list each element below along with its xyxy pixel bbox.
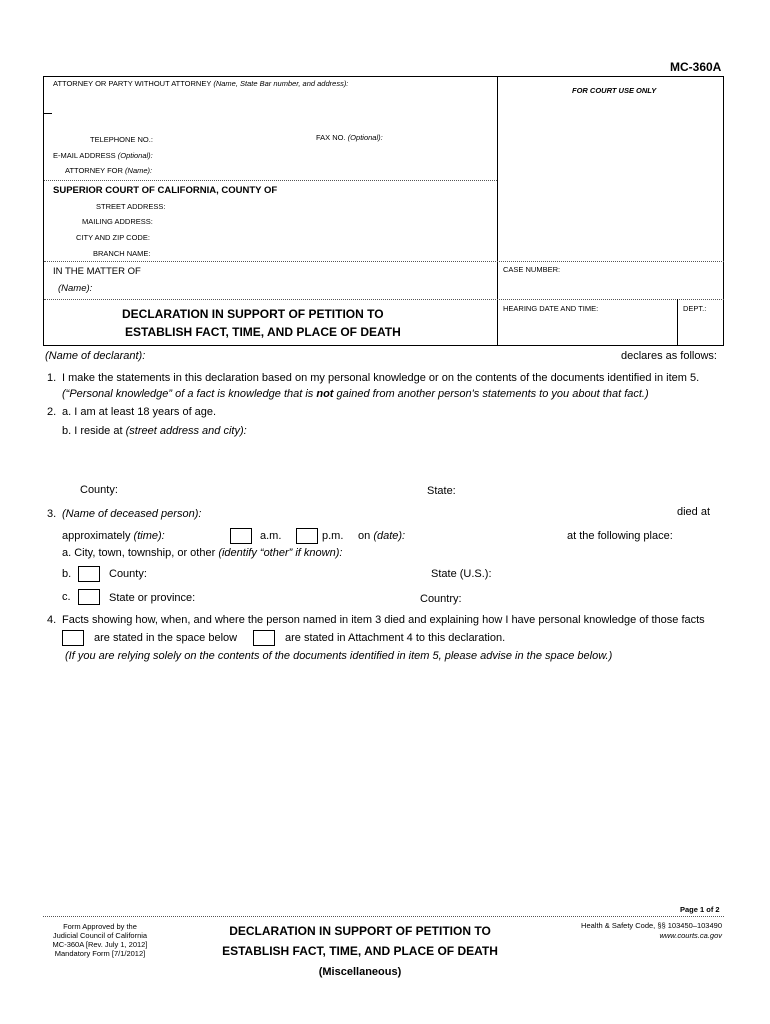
mailing-address-label: MAILING ADDRESS: (82, 217, 153, 226)
case-number-field[interactable] (503, 276, 718, 294)
county-field[interactable] (295, 183, 490, 197)
item1-text: I make the statements in this declaration based on my personal knowledge or on the contents of the documents identified in item 5. (62, 372, 700, 384)
pm-checkbox[interactable] (296, 528, 318, 544)
city-zip-field[interactable] (160, 230, 490, 244)
telephone-label: TELEPHONE NO.: (90, 135, 153, 144)
item4-attachment-label: are stated in Attachment 4 to this declaration. (285, 632, 506, 644)
city-zip-label: CITY AND ZIP CODE: (76, 233, 150, 242)
attorney-for-label: ATTORNEY FOR (Name): (65, 166, 153, 175)
branch-name-label: BRANCH NAME: (93, 249, 151, 258)
am-label: a.m. (260, 530, 282, 542)
pm-label: p.m. (322, 530, 344, 542)
footer-title-block (190, 922, 530, 982)
email-label: E-MAIL ADDRESS (Optional): (53, 151, 153, 160)
court-use-label: FOR COURT USE ONLY (572, 86, 657, 95)
item4-number: 4. (47, 614, 57, 626)
approval-block (35, 922, 165, 958)
street-address-field[interactable] (160, 199, 490, 213)
attorney-name-field[interactable] (53, 92, 483, 130)
form-number: MC-360A (670, 60, 722, 74)
item3b-county-label: County: (109, 568, 147, 580)
item2-county-label: County: (80, 484, 118, 496)
street-address-label: STREET ADDRESS: (96, 202, 166, 211)
approval-line4: Mandatory Form [7/1/2012] (54, 949, 146, 958)
item3c-country-field[interactable] (466, 592, 716, 606)
deceased-name-label: (Name of deceased person): (62, 508, 202, 520)
time-field[interactable] (172, 529, 224, 543)
declares-label: declares as follows: (621, 350, 717, 362)
item2b-text: b. I reside at (street address and city): (62, 425, 247, 437)
item3c-checkbox[interactable] (78, 589, 100, 605)
courts-website[interactable]: www.courts.ca.gov (659, 931, 722, 940)
dept-label: DEPT.: (683, 304, 707, 313)
item3a-label: a. City, town, township, or other (identify “other” if known): (62, 547, 343, 559)
item4-note: (If you are relying solely on the contents of the documents identified in item 5, please advise in the space below.) (65, 650, 613, 662)
footer-title-line2: ESTABLISH FACT, TIME, AND PLACE OF DEATH (222, 944, 498, 958)
item4-text: Facts showing how, when, and where the person named in item 3 died and explaining how I have personal knowledge of those facts (62, 614, 705, 626)
hearing-field[interactable] (503, 316, 673, 340)
fax-field[interactable] (390, 130, 490, 144)
item3-number: 3. (47, 508, 57, 520)
item2-state-field[interactable] (462, 484, 717, 498)
case-number-label: CASE NUMBER: (503, 265, 561, 274)
item3c-letter: c. (62, 591, 71, 603)
declarant-label: (Name of declarant): (45, 350, 146, 362)
item3b-letter: b. (62, 568, 72, 580)
item3b-checkbox[interactable] (78, 566, 100, 582)
item2a-text: a. I am at least 18 years of age. (62, 406, 217, 418)
residence-field[interactable] (80, 442, 720, 478)
facts-text-area[interactable] (62, 670, 720, 890)
matter-name-field[interactable] (100, 280, 490, 294)
matter-name-label: (Name): (58, 283, 93, 294)
statute-reference: Health & Safety Code, §§ 103450–103490 (581, 921, 722, 930)
mailing-address-field[interactable] (160, 214, 490, 228)
declarant-field[interactable] (160, 349, 610, 363)
approval-line2: Judicial Council of California (52, 931, 148, 940)
court-use-divider (497, 76, 498, 346)
item3c-province-field[interactable] (200, 591, 415, 605)
item1-number: 1. (47, 372, 57, 384)
deceased-name-field[interactable] (210, 507, 670, 521)
statute-block (540, 921, 722, 941)
item4-below-checkbox[interactable] (62, 630, 84, 646)
item4-attachment-checkbox[interactable] (253, 630, 275, 646)
approval-line1: Form Approved by the (63, 922, 137, 931)
item2-state-label: State: (427, 485, 456, 497)
on-date-label: on (date): (358, 530, 406, 542)
city-field[interactable] (360, 546, 720, 560)
item3b-state-label: State (U.S.): (431, 568, 492, 580)
footer-title-line3: (Miscellaneous) (318, 966, 402, 978)
item2-county-field[interactable] (125, 483, 415, 497)
footer-title-line1: DECLARATION IN SUPPORT OF PETITION TO (229, 924, 491, 938)
item1-note: (“Personal knowledge” of a fact is knowledge that is not gained from another person's statements to you about that fact.) (62, 388, 649, 400)
email-field[interactable] (160, 148, 490, 162)
am-checkbox[interactable] (230, 528, 252, 544)
item2-number: 2. (47, 406, 57, 418)
item3c-state-label: State or province: (109, 592, 196, 604)
died-at-label: died at (677, 506, 711, 518)
form-title-line1: DECLARATION IN SUPPORT OF PETITION TO (122, 307, 384, 321)
item3c-country-label: Country: (420, 593, 462, 605)
attorney-for-field[interactable] (160, 163, 490, 177)
dept-field[interactable] (682, 316, 720, 340)
item3b-county-field[interactable] (152, 567, 422, 581)
item3b-state-field[interactable] (497, 567, 717, 581)
following-place-label: at the following place: (567, 530, 673, 542)
hearing-label: HEARING DATE AND TIME: (503, 304, 599, 313)
approx-label: approximately (time): (62, 530, 165, 542)
attorney-label: ATTORNEY OR PARTY WITHOUT ATTORNEY (Name, State Bar number, and address): (53, 79, 349, 88)
matter-label: IN THE MATTER OF (53, 266, 141, 277)
fax-label: FAX NO. (Optional): (316, 133, 383, 142)
approval-line3: MC-360A [Rev. July 1, 2012] (52, 940, 148, 949)
branch-name-field[interactable] (160, 246, 490, 260)
telephone-field[interactable] (160, 132, 310, 146)
item4-below-label: are stated in the space below (94, 632, 238, 644)
form-title-line2: ESTABLISH FACT, TIME, AND PLACE OF DEATH (125, 325, 401, 339)
court-title: SUPERIOR COURT OF CALIFORNIA, COUNTY OF (53, 185, 278, 196)
page-number: Page 1 of 2 (680, 905, 720, 914)
date-field[interactable] (410, 529, 560, 543)
